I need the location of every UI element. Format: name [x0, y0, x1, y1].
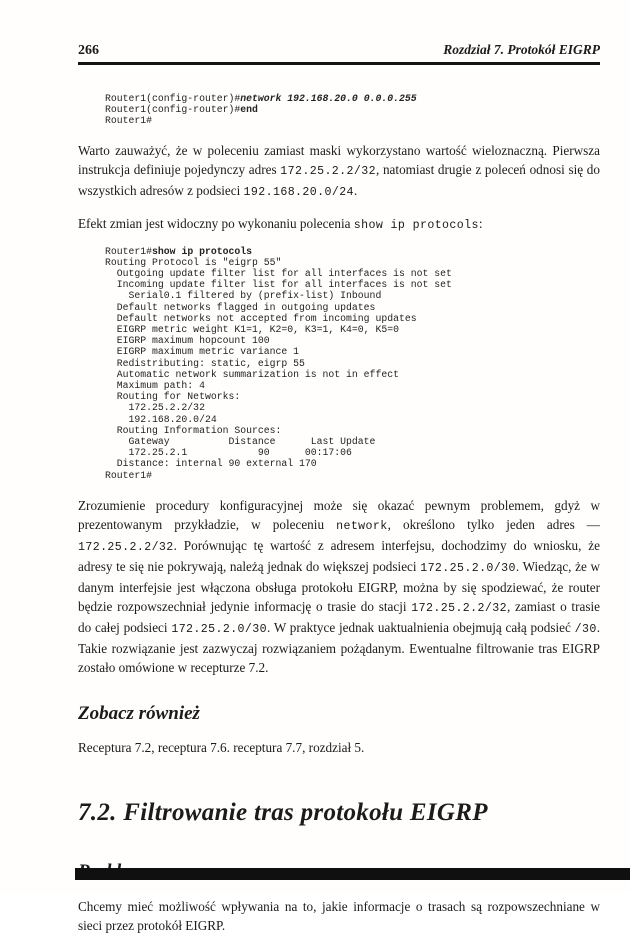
- code-line: Router1(config-router)#network 192.168.20.0 0.0.0.255: [105, 93, 417, 104]
- chapter-title: Rozdział 7. Protokół EIGRP: [443, 42, 600, 57]
- running-header: [78, 42, 600, 65]
- code-line: EIGRP maximum metric variance 1: [105, 346, 300, 358]
- code-line: Redistributing: static, eigrp 55: [105, 357, 305, 369]
- code-line: Routing Information Sources:: [105, 424, 282, 436]
- code-line: Default networks flagged in outgoing updates: [105, 301, 376, 313]
- see-also-heading: Zobacz również: [78, 702, 200, 724]
- code-line: EIGRP metric weight K1=1, K2=0, K3=1, K4=0, K5=0: [105, 324, 399, 336]
- problem-statement: Chcemy mieć możliwość wpływania na to, jakie informacje o trasach są rozpowszechniane w sieci przez protokół EIGRP.: [78, 898, 600, 933]
- code-line: Automatic network summarization is not in effect: [105, 368, 399, 380]
- code-line: Incoming update filter list for all interfaces is not set: [105, 279, 452, 291]
- see-also-references: Receptura 7.2, receptura 7.6. receptura 7.7, rozdział 5.: [78, 739, 365, 755]
- code-line: Router1#: [105, 469, 153, 481]
- code-line: 172.25.2.1 90 00:17:06: [105, 447, 352, 459]
- code-line: Gateway Distance Last Update: [105, 436, 376, 448]
- code-block-router-config: [105, 93, 600, 127]
- code-line: Routing Protocol is "eigrp 55": [105, 256, 282, 268]
- code-line: Maximum path: 4: [105, 380, 205, 392]
- code-line: Router1#show ip protocols: [105, 245, 252, 257]
- code-line: Serial0.1 filtered by (prefix-list) Inbound: [105, 290, 382, 302]
- code-line: 192.168.20.0/24: [105, 413, 217, 425]
- code-line: EIGRP maximum hopcount 100: [105, 335, 270, 347]
- code-line: Routing for Networks:: [105, 391, 241, 403]
- paragraph-mask-note: Warto zauważyć, że w poleceniu zamiast maski wykorzystano wartość wieloznaczną. Pierwsza instrukcja definiuje pojedynczy adres 172.25.2.2/32, natomiast drugie z poleceń odnosi się do wszystkich adresów z podsieci 192.168.20.0/24.: [78, 142, 600, 199]
- page-bottom-scan-bar: [75, 868, 630, 880]
- paragraph-effect-intro: Efekt zmian jest widoczny po wykonaniu polecenia show ip protocols:: [78, 215, 483, 232]
- code-block-show-ip-protocols: [105, 246, 600, 481]
- code-line: Router1#: [105, 115, 153, 127]
- paragraph-explanation: Zrozumienie procedury konfiguracyjnej może się okazać pewnym problemem, gdyż w prezentowanym przykładzie, w poleceniu network, określono tylko jeden adres — 172.25.2.2/32. Porównując tę wartość z adresem interfejsu, dochodzimy do wniosku, że adresy te się nie pokrywają, należą jednak do większej podsieci 172.25.2.0/30. Wiedząc, że w danym interfejsie jest włączona obsługa protokołu EIGRP, można by się spodziewać, że router będzie rozpowszechniał jedynie informację o trasie do stacji 172.25.2.2/32, zamiast o trasie do całej podsieci 172.25.2.0/30. W praktyce jednak uaktualnienia obejmują całą podsieć /30. Takie rozwiązanie jest zazwyczaj rozwiązaniem pożądanym. Ewentualne filtrowanie tras EIGRP zostało omówione w recepturze 7.2.: [78, 497, 600, 675]
- code-line: Default networks not accepted from incoming updates: [105, 312, 417, 324]
- code-line: Router1(config-router)#end: [105, 104, 258, 116]
- section-heading-7-2: 7.2. Filtrowanie tras protokołu EIGRP: [78, 798, 488, 826]
- code-line: 172.25.2.2/32: [105, 402, 205, 414]
- code-line: Outgoing update filter list for all interfaces is not set: [105, 268, 452, 280]
- code-line: Distance: internal 90 external 170: [105, 458, 317, 470]
- page-number: 266: [78, 43, 99, 58]
